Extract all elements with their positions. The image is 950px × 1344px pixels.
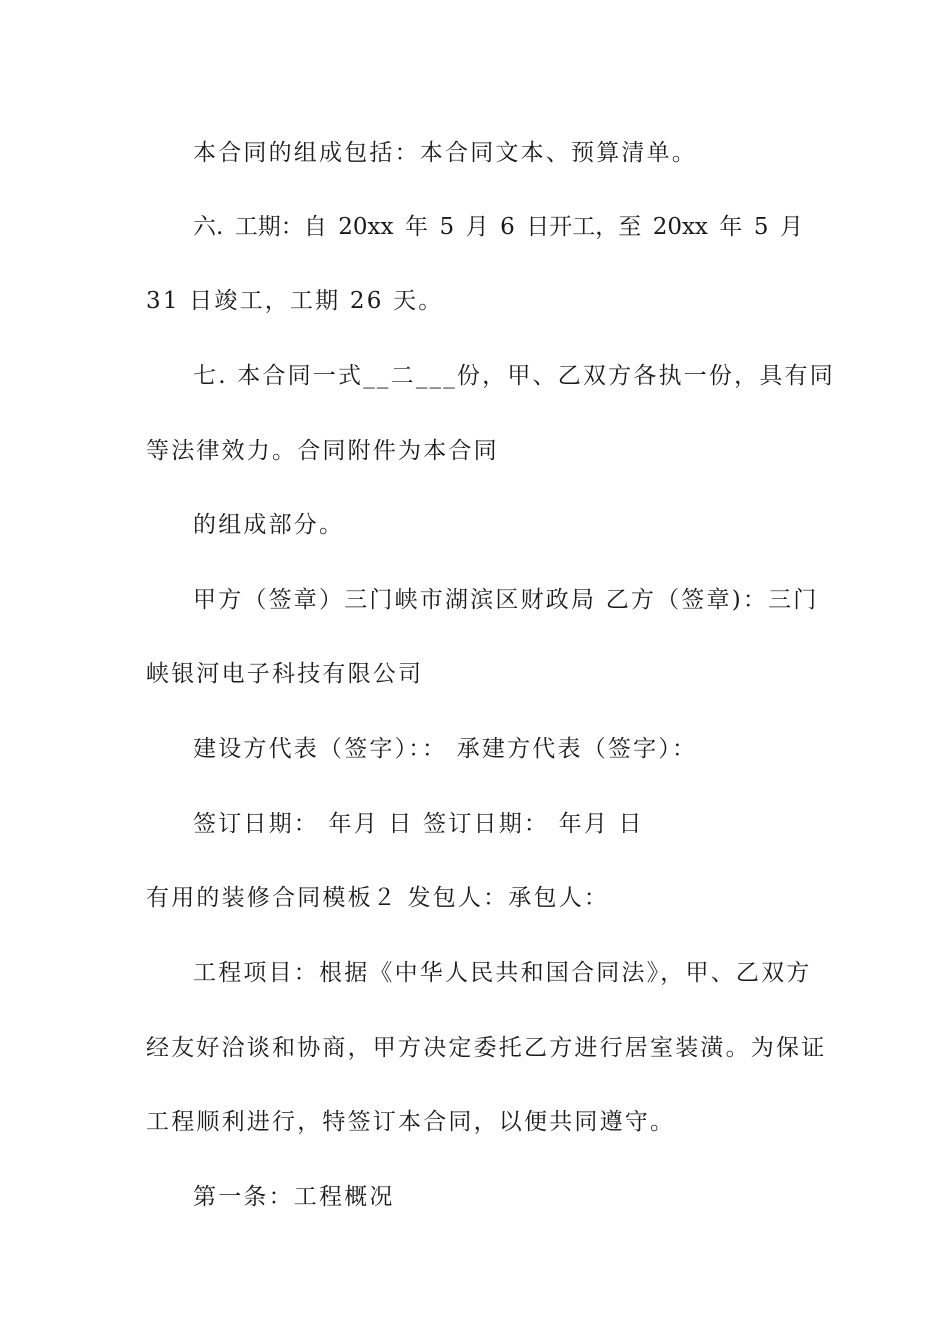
paragraph-contract-composition: 本合同的组成包括：本合同文本、预算清单。 (193, 140, 697, 166)
paragraph-representatives: 建设方代表（签字）：： 承建方代表（签字）： (193, 736, 698, 762)
paragraph-project: 工程项目：根据《中华人民共和国合同法》，甲、乙双方 (193, 960, 812, 986)
period-part: 日开工，至 (526, 214, 642, 240)
paragraph-party-signatures: 甲方（签章）三门峡市湖滨区财政局 乙方（签章)：三门 (193, 587, 819, 613)
paragraph-project-end: 工程顺利进行，特签订本合同，以便共同遵守。 (146, 1109, 676, 1135)
period-part: 工期：自 (234, 214, 327, 240)
period-part: 5 (439, 214, 455, 240)
article-one-heading: 第一条：工程概况 (193, 1184, 395, 1210)
period-part: 6 (500, 214, 515, 240)
section-heading-template-2: 有用的装修合同模板２ 发包人：承包人： (146, 885, 610, 911)
paragraph-copies: 七. 本合同一式__二___份，甲、乙双方各执一份，具有同 (193, 363, 835, 389)
period-part: 月 (465, 214, 489, 240)
paragraph-party-b-name: 峡银河电子科技有限公司 (146, 661, 424, 687)
period-part: 月 (780, 214, 803, 240)
paragraph-components: 的组成部分。 (193, 512, 345, 538)
period-part: 5 (753, 214, 769, 240)
paragraph-project-continued: 经友好洽谈和协商，甲方决定委托乙方进行居室装潢。为保证 (146, 1035, 827, 1061)
paragraph-completion-date: 31 日竣工，工期 26 天。 (146, 288, 444, 314)
paragraph-signing-dates: 签订日期： 年月 日 签订日期： 年月 日 (193, 811, 644, 837)
paragraph-legal-effect: 等法律效力。合同附件为本合同 (146, 438, 499, 464)
period-part: 20xx (338, 214, 394, 240)
period-part: 20xx (652, 214, 708, 240)
paragraph-construction-period (193, 212, 803, 242)
period-part: 年 (719, 214, 743, 240)
period-part: 六. (193, 214, 224, 240)
period-part: 年 (404, 214, 428, 240)
